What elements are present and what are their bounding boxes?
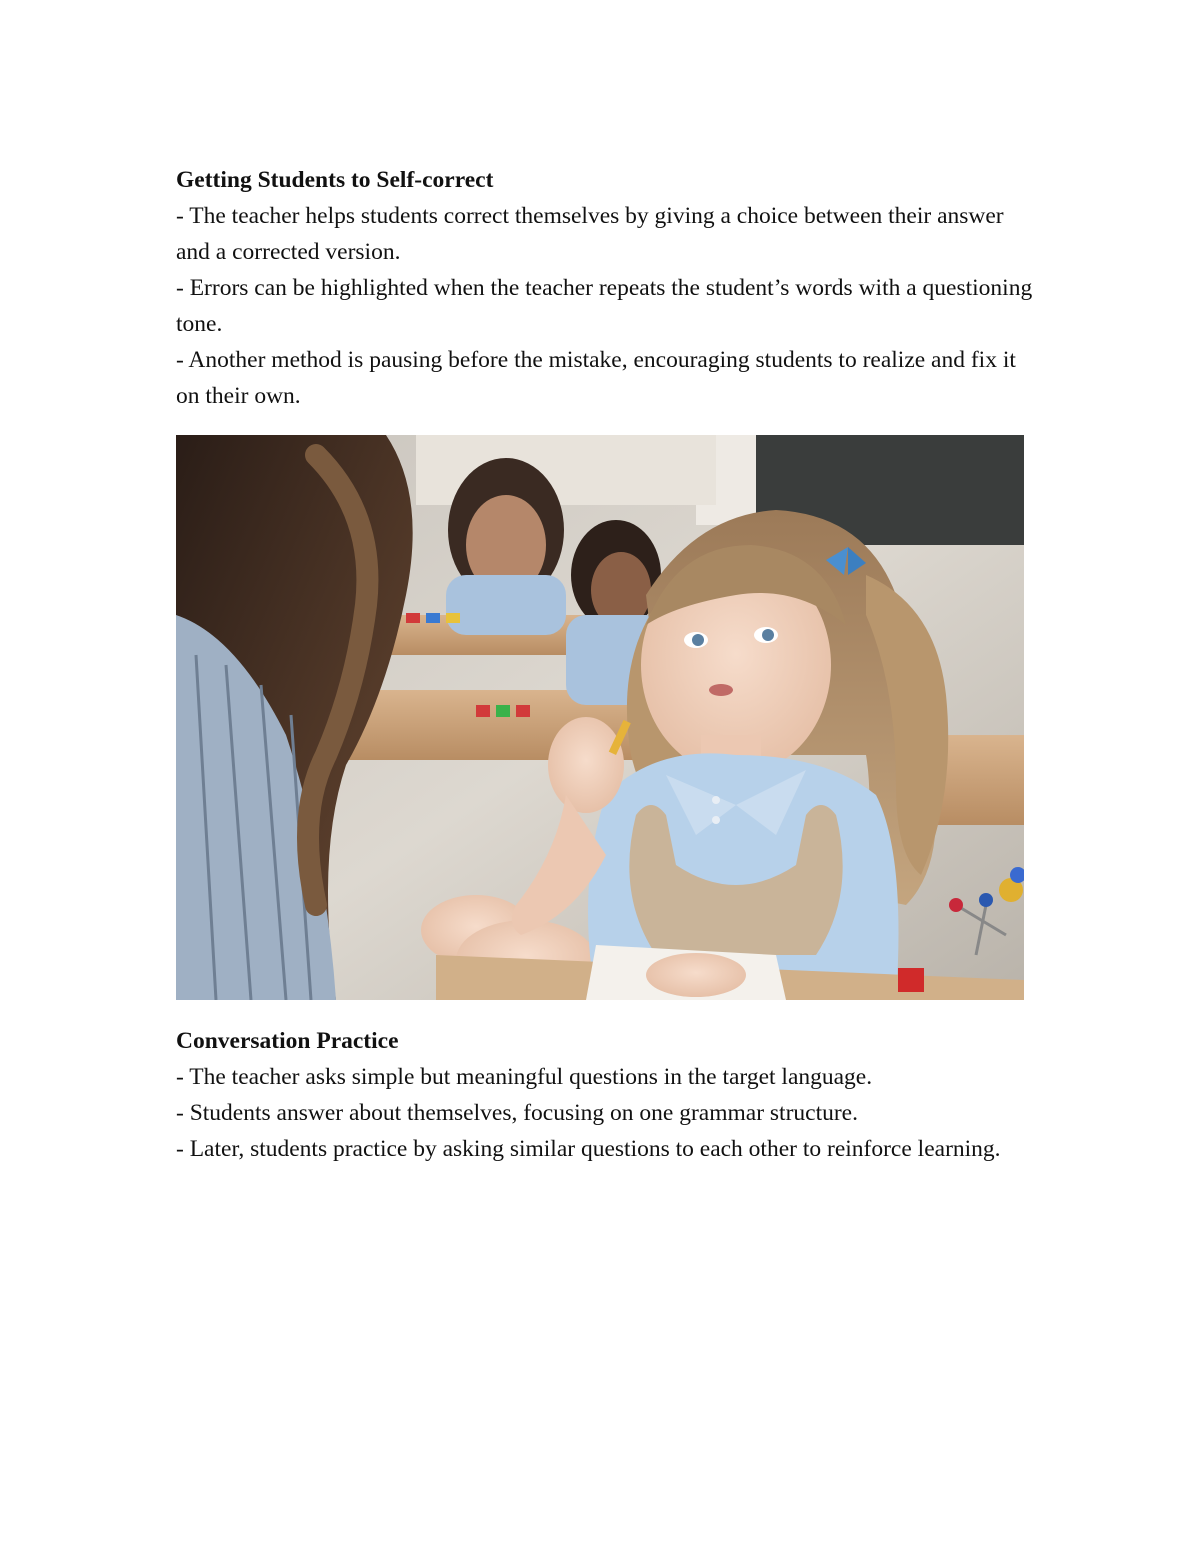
bullet-item: - Another method is pausing before the mistake, encouraging students to realize and fix it on their own. (176, 347, 1016, 409)
bullet-item: - The teacher helps students correct themselves by giving a choice between their answer and a corrected version. (176, 203, 1004, 265)
section-heading: Getting Students to Self-correct (176, 167, 494, 193)
bullet-item: - Errors can be highlighted when the teacher repeats the student’s words with a questioning tone. (176, 275, 1033, 337)
self-correct-section (176, 162, 1036, 414)
conversation-practice-section (176, 1023, 1036, 1167)
bullet-item: - The teacher asks simple but meaningful questions in the target language. (176, 1064, 873, 1090)
bullet-item: - Students answer about themselves, focusing on one grammar structure. (176, 1100, 858, 1126)
classroom-photo (176, 435, 1024, 1000)
section-heading: Conversation Practice (176, 1028, 399, 1054)
bullet-item: - Later, students practice by asking similar questions to each other to reinforce learning. (176, 1136, 1001, 1162)
